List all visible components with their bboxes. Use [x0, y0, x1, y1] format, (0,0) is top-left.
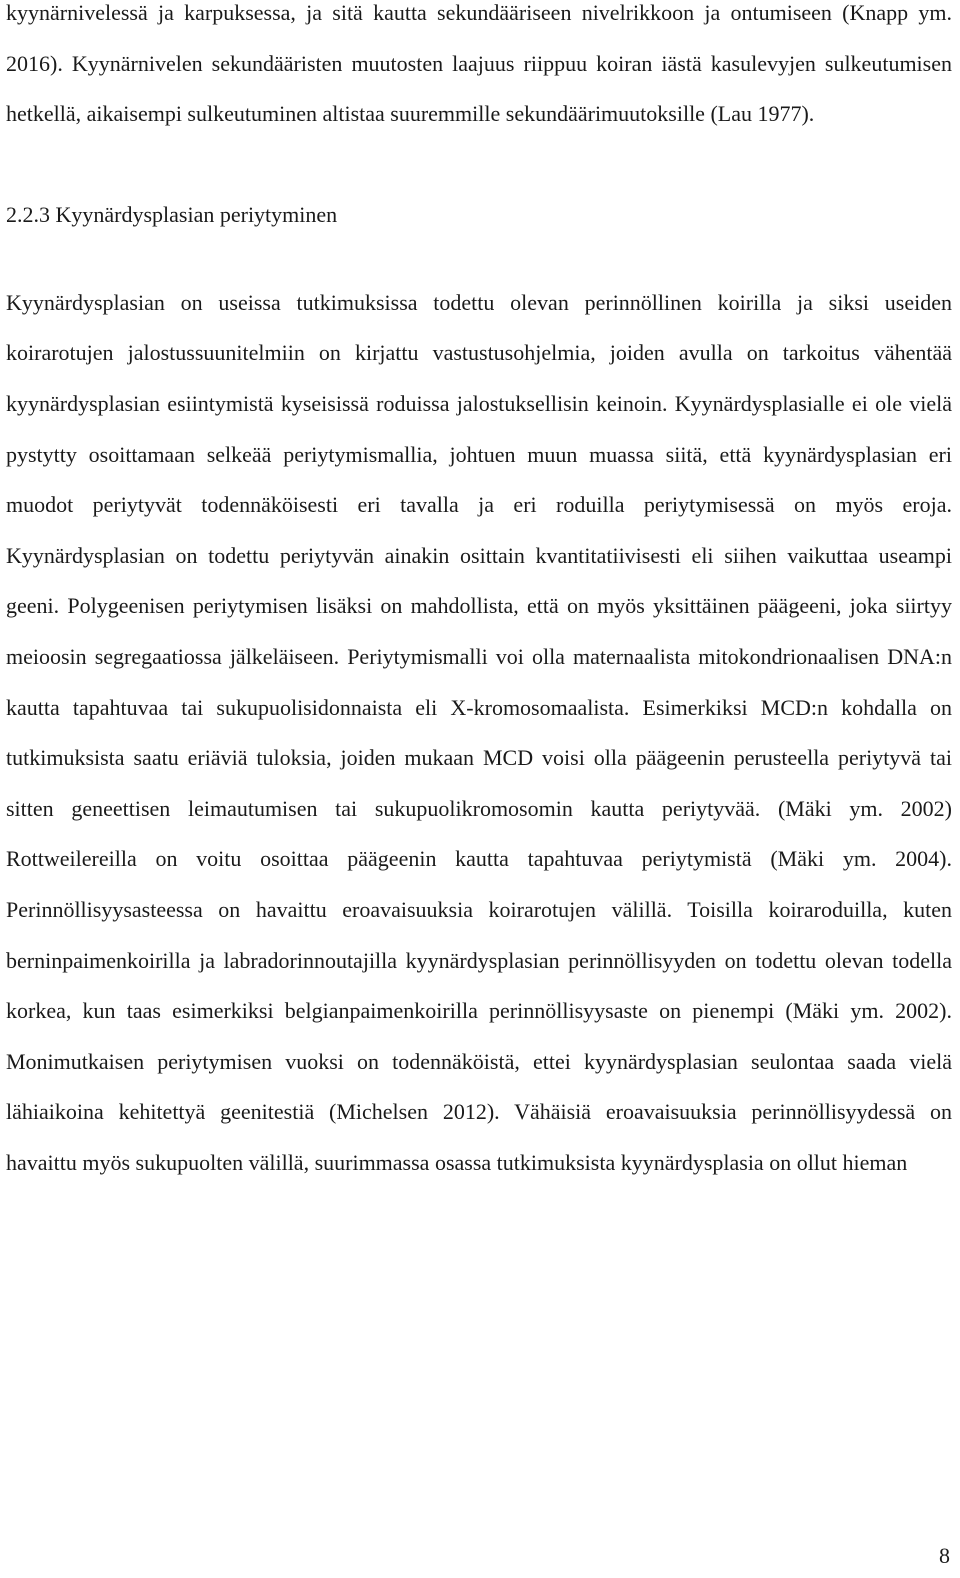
- section-heading: 2.2.3 Kyynärdysplasian periytyminen: [6, 201, 338, 227]
- page-number: 8: [939, 1543, 950, 1568]
- body-paragraph: Kyynärdysplasian on useissa tutkimuksissa todettu olevan perinnöllinen koirilla ja siksi useiden koirarotujen jalostussuunitelmiin on kirjattu vastustusohjelmia, joiden avulla on tarkoitus vähentää kyynärdysplasian esiintymistä kyseisissä roduissa jalostuksellisin keinoin. Kyynärdysplasialle ei ole vielä pystytty osoittamaan selkeää periytymismallia, johtuen muun muassa siitä, että kyynärdysplasian eri muodot periytyvät todennäköisesti eri tavalla ja eri roduilla periytymisessä on myös eroja. Kyynärdysplasian on todettu periytyvän ainakin osittain kvantitatiivisesti eli siihen vaikuttaa useampi geeni. Polygeenisen periytymisen lisäksi on mahdollista, että on myös yksittäinen päägeeni, joka siirtyy meioosin segregaatiossa jälkeläiseen. Periytymismalli voi olla maternaalista mitokondrionaalisen DNA:n kautta tapahtuvaa tai sukupuolisidonnaista eli X-kromosomaalista. Esimerkiksi MCD:n kohdalla on tutkimuksista saatu eriäviä tuloksia, joiden mukaan MCD voisi olla päägeenin perusteella periytyvä tai sitten geneettisen leimautumisen tai sukupuolikromosomin kautta periytyvää. (Mäki ym. 2002) Rottweilereilla on voitu osoittaa päägeenin kautta tapahtuvaa periytymistä (Mäki ym. 2004). Perinnöllisyysasteessa on havaittu eroavaisuuksia koirarotujen välillä. Toisilla koiraroduilla, kuten berninpaimenkoirilla ja labradorinnoutajilla kyynärdysplasian perinnöllisyyden on todettu olevan todella korkea, kun taas esimerkiksi belgianpaimenkoirilla perinnöllisyysaste on pienempi (Mäki ym. 2002). Monimutkaisen periytymisen vuoksi on todennäköistä, ettei kyynärdysplasian seulontaa saada vielä lähiaikoina kehitettyä geenitestiä (Michelsen 2012). Vähäisiä eroavaisuuksia perinnöllisyydessä on havaittu myös sukupuolten välillä, suurimmassa osassa tutkimuksista kyynärdysplasia on ollut hieman: [6, 289, 952, 1175]
- intro-paragraph: kyynärnivelessä ja karpuksessa, ja sitä kautta sekundääriseen nivelrikkoon ja ontumiseen (Knapp ym. 2016). Kyynärnivelen sekundääristen muutosten laajuus riippuu koiran iästä kasulevyjen sulkeutumisen hetkellä, aikaisempi sulkeutuminen altistaa suuremmille sekundäärimuutoksille (Lau 1977).: [6, 0, 952, 127]
- document-page: [6, 0, 952, 1188]
